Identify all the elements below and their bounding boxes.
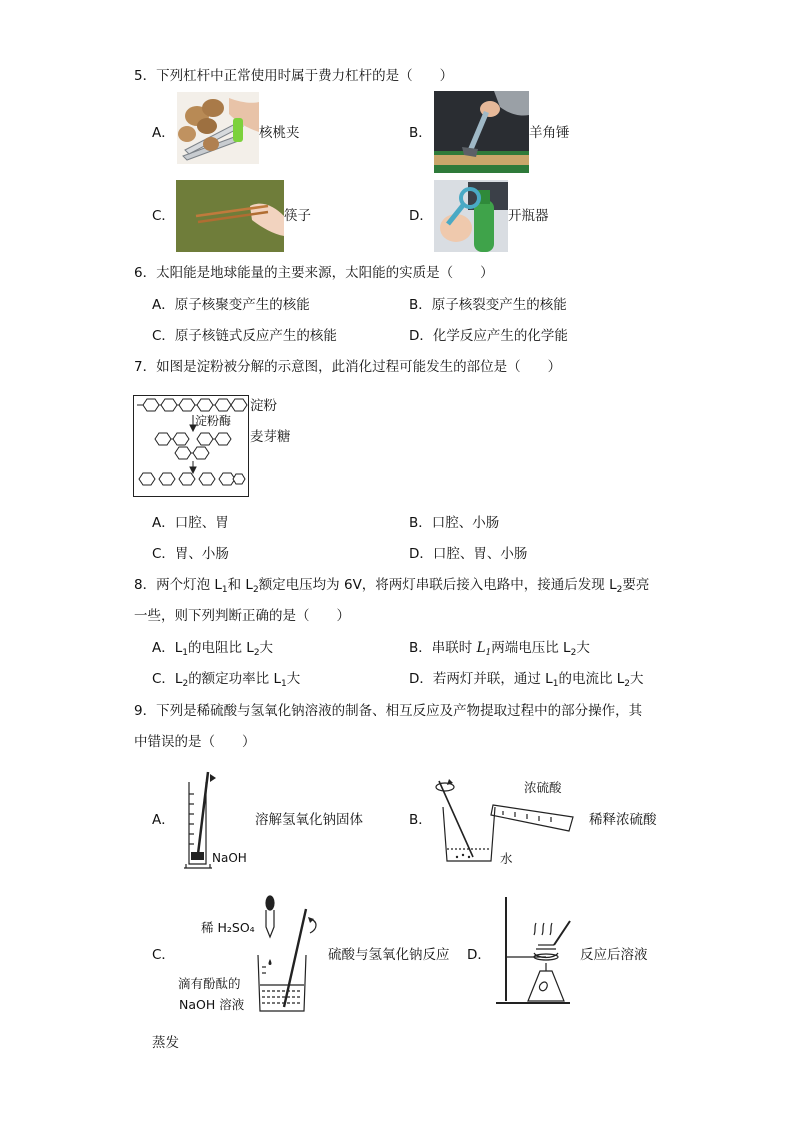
q5-option-a-letter: A． bbox=[152, 125, 175, 141]
q9-trailing-text: 蒸发 bbox=[152, 1035, 179, 1051]
q8-option-b: B．串联时 $L_1$两端电压比 $L_2$大 bbox=[409, 640, 590, 658]
enzyme-label: 淀粉酶 bbox=[195, 414, 232, 428]
q5-option-d-letter: D． bbox=[409, 208, 433, 224]
q5-option-b-letter: B． bbox=[409, 125, 432, 141]
evaporation-setup-figure bbox=[494, 893, 574, 1011]
neutralization-beaker-figure bbox=[252, 893, 322, 1015]
q8-stem-line2: 一些，则下列判断正确的是（ ） bbox=[134, 608, 350, 624]
bottle-opener-photo bbox=[434, 180, 508, 252]
q9-option-d-label: 反应后溶液 bbox=[580, 947, 648, 963]
q6-option-b: B．原子核裂变产生的核能 bbox=[409, 297, 567, 313]
naoh-solution-label: NaOH 溶液 bbox=[179, 997, 245, 1012]
q8-option-c: C．$L_2$的额定功率比 $L_1$大 bbox=[152, 671, 301, 689]
claw-hammer-photo bbox=[434, 91, 529, 173]
q7-option-b: B．口腔、小肠 bbox=[409, 515, 500, 531]
walnut-cracker-photo bbox=[177, 92, 259, 164]
q9-option-b-label: 稀释浓硫酸 bbox=[589, 812, 657, 828]
q9-option-a-label: 溶解氢氧化钠固体 bbox=[255, 812, 363, 828]
q5-option-c-label: 筷子 bbox=[284, 208, 311, 224]
q7-option-d: D．口腔、胃、小肠 bbox=[409, 546, 528, 562]
q8-stem-line1: 8．两个灯泡 $L_1$和 $L_2$额定电压均为 6V，将两灯串联后接入电路中，接通后发现 $L_2$要亮 bbox=[134, 577, 650, 595]
q9-stem-line1: 9．下列是稀硫酸与氢氧化钠溶液的制备、相互反应及产物提取过程中的部分操作，其 bbox=[134, 703, 643, 719]
naoh-label: NaOH bbox=[212, 851, 247, 865]
concentrated-acid-label: 浓硫酸 bbox=[524, 780, 562, 795]
phenolphthalein-label: 滴有酚酞的 bbox=[178, 976, 241, 991]
q5-option-d-label: 开瓶器 bbox=[508, 208, 549, 224]
q7-option-a: A．口腔、胃 bbox=[152, 515, 229, 531]
q5-option-b-label: 羊角锤 bbox=[529, 125, 570, 141]
dilute-sulfuric-acid-label: 稀 H₂SO₄ bbox=[201, 920, 255, 935]
starch-label: 淀粉 bbox=[250, 398, 277, 414]
q6-stem: 6．太阳能是地球能量的主要来源，太阳能的实质是（ ） bbox=[134, 265, 494, 281]
starch-digestion-diagram bbox=[133, 395, 249, 497]
q9-option-c-label: 硫酸与氢氧化钠反应 bbox=[328, 947, 450, 963]
q7-stem: 7．如图是淀粉被分解的示意图，此消化过程可能发生的部位是（ ） bbox=[134, 359, 562, 375]
water-label: 水 bbox=[500, 851, 513, 866]
q6-option-d: D．化学反应产生的化学能 bbox=[409, 328, 568, 344]
q5-stem: 5．下列杠杆中正常使用时属于费力杠杆的是（ ） bbox=[134, 68, 454, 84]
q9-option-d-letter: D． bbox=[467, 947, 491, 963]
q9-option-a-letter: A． bbox=[152, 812, 175, 828]
q8-option-d: D．若两灯并联，通过 $L_1$的电流比 $L_2$大 bbox=[409, 671, 644, 689]
q8-option-a: A．$L_1$的电阻比 $L_2$大 bbox=[152, 640, 274, 658]
q5-option-a-label: 核桃夹 bbox=[259, 125, 300, 141]
q6-option-a: A．原子核聚变产生的核能 bbox=[152, 297, 310, 313]
q6-option-c: C．原子核链式反应产生的核能 bbox=[152, 328, 337, 344]
chopsticks-photo bbox=[176, 180, 284, 252]
q9-option-b-letter: B． bbox=[409, 812, 432, 828]
maltose-label: 麦芽糖 bbox=[250, 429, 291, 445]
q7-option-c: C．胃、小肠 bbox=[152, 546, 229, 562]
q5-option-c-letter: C． bbox=[152, 208, 175, 224]
q9-option-c-letter: C． bbox=[152, 947, 175, 963]
q9-stem-line2: 中错误的是（ ） bbox=[134, 734, 256, 750]
